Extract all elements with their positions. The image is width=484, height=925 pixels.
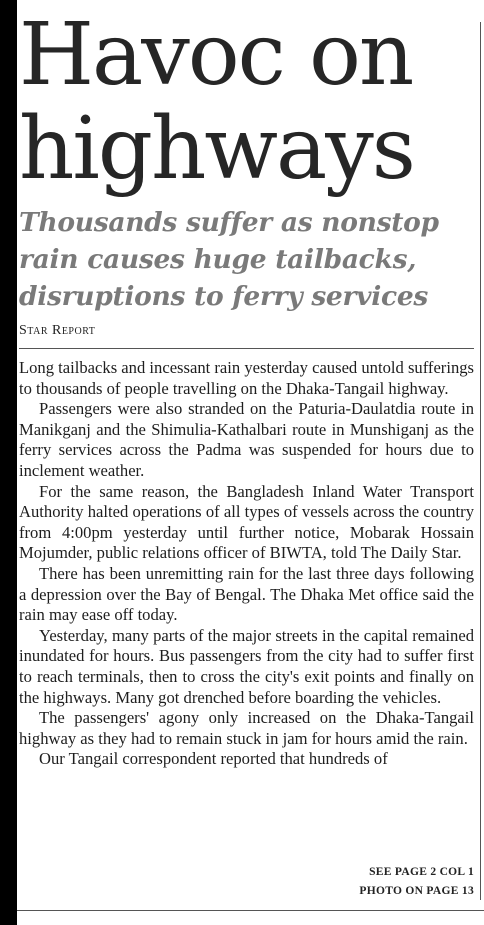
paragraph-3: For the same reason, the Bangladesh Inland Water Transport Authority halted operations of all types of vessels across the country from 4:00pm yesterday until further notice, Mobarak Hossain Mojumder, public relations officer of BIWTA, told The Daily Star.: [19, 481, 474, 563]
subheadline-line-2: rain causes huge tailbacks,: [19, 244, 417, 275]
left-margin-bar: [0, 0, 17, 925]
page-references: [359, 863, 474, 901]
byline-divider: [19, 348, 474, 349]
paragraph-2: Passengers were also stranded on the Paturia-Daulatdia route in Manikganj and the Shimulia-Kathalbari route in Munshiganj as the ferry services across the Padma was suspended for hours due to inclement weather.: [19, 399, 474, 480]
subheadline-line-3: disruptions to ferry services: [19, 281, 429, 312]
paragraph-6: The passengers' agony only increased on the Dhaka-Tangail highway as they had to remain stuck in jam for hours amid the rain.: [19, 708, 474, 748]
headline-line-2: highways: [19, 99, 414, 199]
paragraph-1: Long tailbacks and incessant rain yesterday caused untold sufferings to thousands of people travelling on the Dhaka-Tangail highway.: [19, 358, 474, 398]
news-article: [19, 0, 474, 770]
byline: Star Report: [19, 323, 96, 338]
continued-reference: SEE PAGE 2 COL 1: [369, 866, 474, 878]
article-body: [19, 358, 474, 770]
paragraph-7: Our Tangail correspondent reported that hundreds of: [39, 749, 388, 769]
paragraph-4: There has been unremitting rain for the last three days following a depression over the Bay of Bengal. The Dhaka Met office said the rain may ease off today.: [19, 563, 474, 625]
subheadline-line-1: Thousands suffer as nonstop: [19, 207, 439, 238]
column-rule-right: [480, 22, 481, 900]
headline-line-1: Havoc on: [19, 5, 413, 105]
photo-reference: PHOTO ON PAGE 13: [359, 885, 474, 897]
subheadline: [19, 204, 474, 315]
headline: [19, 0, 474, 199]
column-rule-bottom: [17, 910, 484, 911]
paragraph-5: Yesterday, many parts of the major streets in the capital remained inundated for hours. Bus passengers from the city had to suffer first to reach terminals, then to cross the city's exit points and finally on the highways. Many got drenched before boarding the vehicles.: [19, 625, 474, 707]
